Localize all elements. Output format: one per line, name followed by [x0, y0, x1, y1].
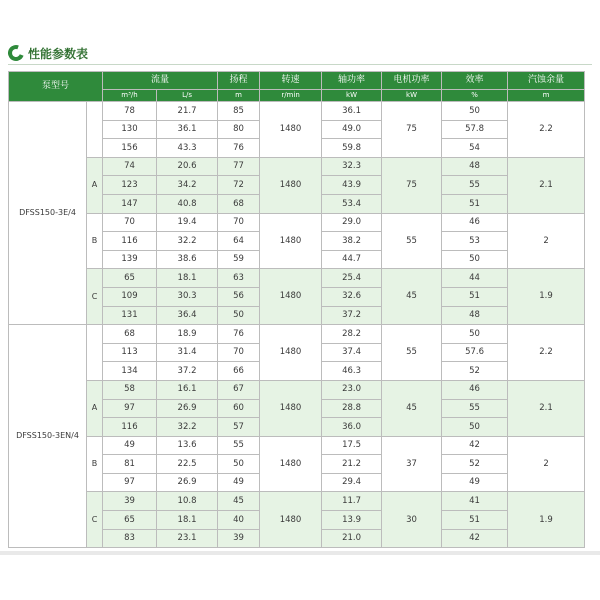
head-cell: 49: [218, 473, 260, 492]
model-name-cell: DFSS150-3EN/4: [9, 325, 87, 548]
header-motor-power: 电机功率: [382, 72, 442, 90]
head-cell: 60: [218, 399, 260, 418]
efficiency-cell: 57.8: [442, 120, 508, 139]
flow-ls-cell: 22.5: [157, 455, 218, 474]
table-row: [9, 102, 585, 121]
shaft-power-cell: 17.5: [322, 436, 382, 455]
table-row: [9, 436, 585, 455]
head-cell: 39: [218, 529, 260, 548]
table-row: [9, 492, 585, 511]
variant-cell: A: [87, 157, 103, 213]
variant-cell: [87, 102, 103, 158]
header-head: 扬程: [218, 72, 260, 90]
npsh-cell: 1.9: [508, 269, 585, 325]
shaft-power-cell: 43.9: [322, 176, 382, 195]
efficiency-cell: 44: [442, 269, 508, 288]
shaft-power-cell: 44.7: [322, 250, 382, 269]
head-cell: 67: [218, 380, 260, 399]
flow-m3h-cell: 58: [103, 380, 157, 399]
efficiency-cell: 50: [442, 325, 508, 344]
head-cell: 76: [218, 325, 260, 344]
motor-power-cell: 55: [382, 325, 442, 381]
flow-ls-cell: 37.2: [157, 362, 218, 381]
shaft-power-cell: 29.0: [322, 213, 382, 232]
flow-ls-cell: 10.8: [157, 492, 218, 511]
head-cell: 56: [218, 287, 260, 306]
flow-m3h-cell: 65: [103, 511, 157, 530]
flow-m3h-cell: 97: [103, 399, 157, 418]
variant-cell: B: [87, 436, 103, 492]
npsh-cell: 1.9: [508, 492, 585, 548]
shaft-power-cell: 28.8: [322, 399, 382, 418]
head-cell: 68: [218, 194, 260, 213]
flow-m3h-cell: 109: [103, 287, 157, 306]
header-speed: 转速: [260, 72, 322, 90]
efficiency-cell: 50: [442, 102, 508, 121]
head-cell: 63: [218, 269, 260, 288]
motor-power-cell: 45: [382, 269, 442, 325]
efficiency-cell: 51: [442, 511, 508, 530]
motor-power-cell: 45: [382, 380, 442, 436]
flow-m3h-cell: 134: [103, 362, 157, 381]
variant-cell: [87, 325, 103, 381]
motor-power-cell: 30: [382, 492, 442, 548]
flow-m3h-cell: 65: [103, 269, 157, 288]
unit-speed: r/min: [260, 90, 322, 102]
flow-ls-cell: 23.1: [157, 529, 218, 548]
npsh-cell: 2.1: [508, 157, 585, 213]
flow-ls-cell: 21.7: [157, 102, 218, 121]
table-row: [9, 325, 585, 344]
speed-cell: 1480: [260, 325, 322, 381]
efficiency-cell: 53: [442, 232, 508, 251]
unit-flow-ls: L/s: [157, 90, 218, 102]
flow-ls-cell: 30.3: [157, 287, 218, 306]
shaft-power-cell: 29.4: [322, 473, 382, 492]
head-cell: 45: [218, 492, 260, 511]
speed-cell: 1480: [260, 436, 322, 492]
speed-cell: 1480: [260, 492, 322, 548]
efficiency-cell: 55: [442, 399, 508, 418]
flow-m3h-cell: 116: [103, 418, 157, 437]
variant-cell: C: [87, 269, 103, 325]
table-row: [9, 213, 585, 232]
unit-motor-power: kW: [382, 90, 442, 102]
shaft-power-cell: 21.0: [322, 529, 382, 548]
speed-cell: 1480: [260, 157, 322, 213]
npsh-cell: 2.2: [508, 102, 585, 158]
shaft-power-cell: 36.0: [322, 418, 382, 437]
shaft-power-cell: 49.0: [322, 120, 382, 139]
speed-cell: 1480: [260, 269, 322, 325]
head-cell: 40: [218, 511, 260, 530]
table-row: [9, 269, 585, 288]
shaft-power-cell: 46.3: [322, 362, 382, 381]
shaft-power-cell: 21.2: [322, 455, 382, 474]
title-divider: [8, 64, 592, 65]
efficiency-cell: 48: [442, 157, 508, 176]
unit-efficiency: %: [442, 90, 508, 102]
efficiency-cell: 42: [442, 529, 508, 548]
head-cell: 57: [218, 418, 260, 437]
header-model: 泵型号: [9, 72, 103, 102]
header-row: [9, 72, 585, 90]
unit-flow-m3h: m³/h: [103, 90, 157, 102]
motor-power-cell: 75: [382, 157, 442, 213]
variant-cell: B: [87, 213, 103, 269]
npsh-cell: 2: [508, 213, 585, 269]
flow-ls-cell: 16.1: [157, 380, 218, 399]
flow-m3h-cell: 131: [103, 306, 157, 325]
speed-cell: 1480: [260, 102, 322, 158]
flow-m3h-cell: 147: [103, 194, 157, 213]
flow-m3h-cell: 68: [103, 325, 157, 344]
flow-m3h-cell: 97: [103, 473, 157, 492]
efficiency-cell: 46: [442, 213, 508, 232]
shaft-power-cell: 38.2: [322, 232, 382, 251]
shaft-power-cell: 25.4: [322, 269, 382, 288]
efficiency-cell: 42: [442, 436, 508, 455]
head-cell: 70: [218, 343, 260, 362]
efficiency-cell: 51: [442, 194, 508, 213]
head-cell: 59: [218, 250, 260, 269]
page-footer-band: [0, 551, 600, 555]
flow-m3h-cell: 139: [103, 250, 157, 269]
flow-ls-cell: 32.2: [157, 418, 218, 437]
motor-power-cell: 37: [382, 436, 442, 492]
flow-ls-cell: 36.4: [157, 306, 218, 325]
shaft-power-cell: 28.2: [322, 325, 382, 344]
unit-shaft-power: kW: [322, 90, 382, 102]
shaft-power-cell: 53.4: [322, 194, 382, 213]
head-cell: 70: [218, 213, 260, 232]
flow-ls-cell: 43.3: [157, 139, 218, 158]
efficiency-cell: 49: [442, 473, 508, 492]
variant-cell: C: [87, 492, 103, 548]
shaft-power-cell: 59.8: [322, 139, 382, 158]
flow-ls-cell: 26.9: [157, 473, 218, 492]
head-cell: 50: [218, 306, 260, 325]
flow-m3h-cell: 116: [103, 232, 157, 251]
head-cell: 50: [218, 455, 260, 474]
flow-ls-cell: 40.8: [157, 194, 218, 213]
flow-ls-cell: 38.6: [157, 250, 218, 269]
efficiency-cell: 52: [442, 455, 508, 474]
flow-m3h-cell: 78: [103, 102, 157, 121]
flow-ls-cell: 36.1: [157, 120, 218, 139]
motor-power-cell: 75: [382, 102, 442, 158]
head-cell: 66: [218, 362, 260, 381]
flow-ls-cell: 34.2: [157, 176, 218, 195]
efficiency-cell: 52: [442, 362, 508, 381]
flow-m3h-cell: 81: [103, 455, 157, 474]
flow-m3h-cell: 156: [103, 139, 157, 158]
shaft-power-cell: 23.0: [322, 380, 382, 399]
head-cell: 77: [218, 157, 260, 176]
head-cell: 72: [218, 176, 260, 195]
npsh-cell: 2.2: [508, 325, 585, 381]
flow-m3h-cell: 49: [103, 436, 157, 455]
flow-m3h-cell: 83: [103, 529, 157, 548]
head-cell: 55: [218, 436, 260, 455]
table-row: [9, 157, 585, 176]
npsh-cell: 2.1: [508, 380, 585, 436]
flow-ls-cell: 18.1: [157, 269, 218, 288]
flow-ls-cell: 18.9: [157, 325, 218, 344]
efficiency-cell: 55: [442, 176, 508, 195]
flow-ls-cell: 31.4: [157, 343, 218, 362]
head-cell: 64: [218, 232, 260, 251]
efficiency-cell: 57.6: [442, 343, 508, 362]
head-cell: 76: [218, 139, 260, 158]
variant-cell: A: [87, 380, 103, 436]
efficiency-cell: 46: [442, 380, 508, 399]
shaft-power-cell: 32.6: [322, 287, 382, 306]
brand-c-icon: [5, 42, 26, 63]
efficiency-cell: 50: [442, 418, 508, 437]
header-shaft-power: 轴功率: [322, 72, 382, 90]
shaft-power-cell: 13.9: [322, 511, 382, 530]
speed-cell: 1480: [260, 380, 322, 436]
shaft-power-cell: 36.1: [322, 102, 382, 121]
table-body: [9, 102, 585, 548]
table-row: [9, 380, 585, 399]
efficiency-cell: 50: [442, 250, 508, 269]
head-cell: 85: [218, 102, 260, 121]
flow-m3h-cell: 130: [103, 120, 157, 139]
flow-m3h-cell: 74: [103, 157, 157, 176]
flow-ls-cell: 20.6: [157, 157, 218, 176]
efficiency-cell: 54: [442, 139, 508, 158]
flow-ls-cell: 18.1: [157, 511, 218, 530]
header-flow: 流量: [103, 72, 218, 90]
efficiency-cell: 48: [442, 306, 508, 325]
efficiency-cell: 51: [442, 287, 508, 306]
performance-table: [8, 71, 585, 548]
shaft-power-cell: 37.2: [322, 306, 382, 325]
section-title: 性能参数表: [28, 46, 89, 61]
flow-ls-cell: 19.4: [157, 213, 218, 232]
unit-head: m: [218, 90, 260, 102]
unit-npsh: m: [508, 90, 585, 102]
flow-m3h-cell: 39: [103, 492, 157, 511]
flow-m3h-cell: 123: [103, 176, 157, 195]
flow-ls-cell: 26.9: [157, 399, 218, 418]
shaft-power-cell: 32.3: [322, 157, 382, 176]
speed-cell: 1480: [260, 213, 322, 269]
efficiency-cell: 41: [442, 492, 508, 511]
section-header: [8, 41, 592, 65]
npsh-cell: 2: [508, 436, 585, 492]
shaft-power-cell: 37.4: [322, 343, 382, 362]
flow-ls-cell: 32.2: [157, 232, 218, 251]
flow-ls-cell: 13.6: [157, 436, 218, 455]
flow-m3h-cell: 113: [103, 343, 157, 362]
header-efficiency: 效率: [442, 72, 508, 90]
header-npsh: 汽蚀余量: [508, 72, 585, 90]
motor-power-cell: 55: [382, 213, 442, 269]
shaft-power-cell: 11.7: [322, 492, 382, 511]
model-name-cell: DFSS150-3E/4: [9, 102, 87, 325]
flow-m3h-cell: 70: [103, 213, 157, 232]
head-cell: 80: [218, 120, 260, 139]
